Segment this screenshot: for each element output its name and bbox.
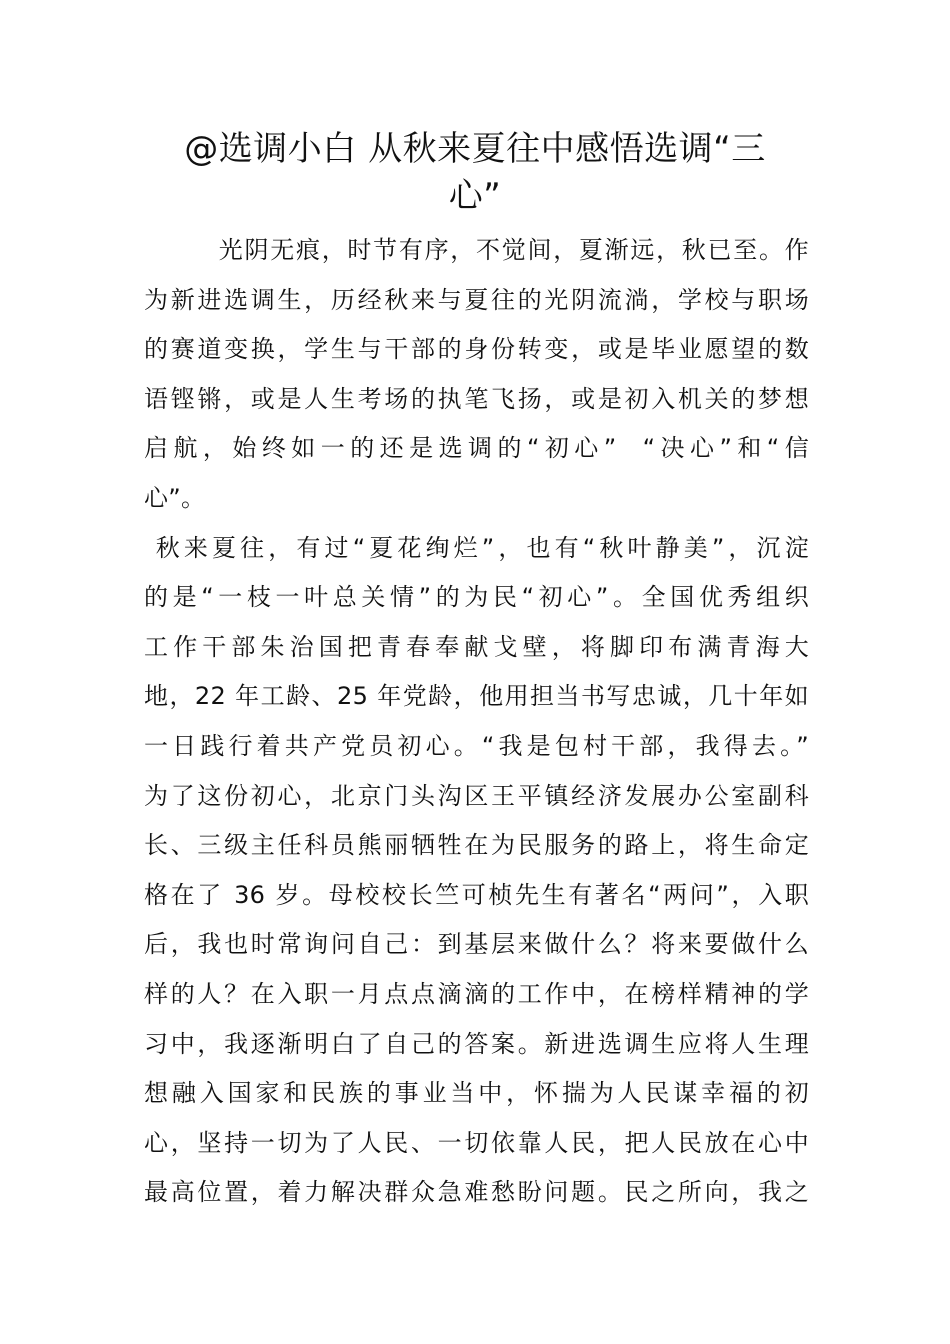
- title-line-1: @选调小白 从秋来夏往中感悟选调“三: [184, 129, 766, 169]
- text-line: 格在了 36 岁。母校校长竺可桢先生有著名“两问”，入职: [144, 880, 809, 909]
- document-body: [144, 226, 809, 1218]
- text-line: 光阴无痕，时节有序，不觉间，夏渐远，秋已至。作: [144, 236, 809, 264]
- text-line: 最高位置，着力解决群众急难愁盼问题。民之所向，我之: [144, 1178, 809, 1207]
- text-line: 为了这份初心，北京门头沟区王平镇经济发展办公室副科: [144, 781, 809, 810]
- text-line: 习中，我逐渐明白了自己的答案。新进选调生应将人生理: [144, 1029, 809, 1058]
- text-line: 秋来夏往，有过“夏花绚烂”，也有“秋叶静美”，沉淀: [144, 533, 809, 562]
- text-line: 的是“一枝一叶总关情”的为民“初心”。全国优秀组织: [144, 583, 809, 612]
- text-line: 启航，始终如一的还是选调的“初心” “决心”和“信: [144, 434, 809, 463]
- text-line: 为新进选调生，历经秋来与夏往的光阴流淌，学校与职场: [144, 285, 809, 314]
- paragraph-2: [144, 524, 809, 1218]
- text-line: 一日践行着共产党员初心。“我是包村干部，我得去。”: [144, 731, 809, 760]
- paragraph-1: [144, 226, 809, 524]
- text-line: 心”。: [144, 483, 206, 512]
- title-line-2: 心”: [448, 176, 502, 216]
- text-line: 地，22 年工龄、25 年党龄，他用担当书写忠诚，几十年如: [144, 682, 809, 711]
- text-line: 的赛道变换，学生与干部的身份转变，或是毕业愿望的数: [144, 335, 809, 364]
- text-line: 心，坚持一切为了人民、一切依靠人民，把人民放在心中: [144, 1128, 809, 1157]
- text-line: 长、三级主任科员熊丽牺牲在为民服务的路上，将生命定: [144, 831, 809, 860]
- text-line: 后，我也时常询问自己：到基层来做什么？将来要做什么: [144, 930, 809, 959]
- text-line: 样的人？在入职一月点点滴滴的工作中，在榜样精神的学: [144, 979, 809, 1008]
- text-line: 工作干部朱治国把青春奉献戈壁，将脚印布满青海大: [144, 632, 809, 661]
- document-title: [150, 126, 800, 220]
- text-line: 语铿锵，或是人生考场的执笔飞扬，或是初入机关的梦想: [144, 384, 809, 413]
- text-line: 想融入国家和民族的事业当中，怀揣为人民谋幸福的初: [144, 1079, 809, 1108]
